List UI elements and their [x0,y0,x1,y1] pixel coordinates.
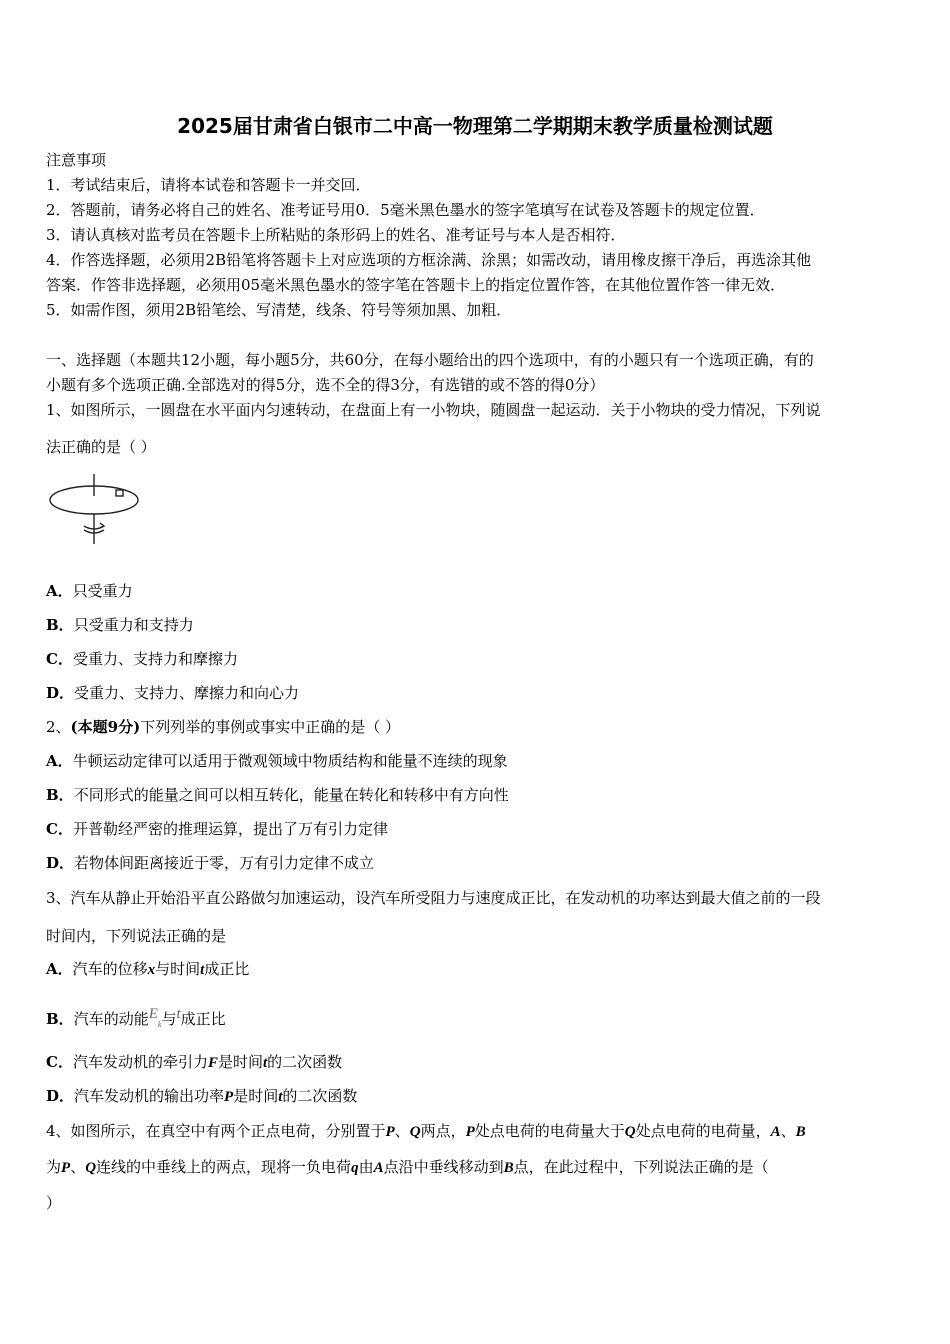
variable: B [503,1160,514,1176]
option-text: 受重力、支持力和摩擦力 [72,650,238,668]
question-text: 4、如图所示，在真空中有两个正点电荷，分别置于 [46,1122,386,1140]
section-intro: 一、选择题（本题共12小题，每小题5分，共60分，在每小题给出的四个选项中，有的小题只有一个选项正确，有的 [46,351,814,369]
question-text: 由 [358,1158,374,1176]
variable: Q [409,1124,421,1140]
variable: x [147,962,156,978]
question-text: 、 [780,1122,796,1140]
option-text: 汽车发动机的输出功率 [74,1087,225,1105]
document-title: 2025届甘肃省白银市二中高一物理第二学期期末教学质量检测试题 [177,114,773,138]
notice-item: 答案．作答非选择题，必须用05毫米黑色墨水的签字笔在答题卡上的指定位置作答，在其他位置作答一律无效． [46,276,786,294]
question-text: 下列列举的事例或事实中正确的是（ ） [140,718,400,736]
variable: t [278,1089,283,1105]
question-score: (本题9分) [70,718,141,736]
question-text: 处点电荷的电荷量大于 [474,1122,625,1140]
notice-heading: 注意事项 [46,151,107,169]
notice-item: 1．考试结束后，请将本试卷和答题卡一并交回． [46,176,371,194]
question-text: 两点， [420,1122,466,1140]
question-text: 为 [46,1158,62,1176]
question-2-option-a [46,751,906,771]
question-1-option-d [46,683,906,703]
variable: E [148,1006,158,1022]
option-text: 成正比 [204,960,250,978]
question-4-stem: ） [46,1194,62,1212]
question-text: 处点电荷的电荷量， [635,1122,771,1140]
variable-subscript: k [157,1020,162,1029]
variable: t [200,962,205,978]
option-text: 开普勒经严密的推理运算，提出了万有引力定律 [72,820,388,838]
option-label: D． [46,684,75,702]
variable: B [795,1124,806,1140]
option-label: C． [46,820,73,838]
question-2-option-b [46,785,906,805]
variable: t [176,1006,181,1022]
question-number: 2、 [46,718,71,736]
rotating-disc-figure [48,470,143,548]
question-text: 、 [394,1122,410,1140]
option-text: 受重力、支持力、摩擦力和向心力 [74,684,300,702]
option-text: 不同形式的能量之间可以相互转化，能量在转化和转移中有方向性 [73,786,509,804]
question-1-stem: 1、如图所示，一圆盘在水平面内匀速转动，在盘面上有一小物块，随圆盘一起运动．关于小物块的受力情况，下列说 [46,401,821,419]
variable: t [263,1055,268,1071]
question-1-option-c [46,649,906,669]
option-text: 的二次函数 [267,1053,343,1071]
question-1-stem: 法正确的是（ ） [46,438,156,456]
variable: q [351,1160,359,1176]
section-intro: 小题有多个选项正确.全部选对的得5分，选不全的得3分，有选错的或不答的得0分） [46,376,605,394]
question-3-option-b [46,1000,906,1028]
notice-item: 5．如需作图，须用2B铅笔绘、写清楚，线条、符号等须加黑、加粗． [46,301,512,319]
option-label: B． [46,1010,74,1028]
question-3-option-d [46,1086,906,1107]
option-label: C． [46,650,73,668]
notice-item: 4．作答选择题，必须用2B铅笔将答题卡上对应选项的方框涂满、涂黑；如需改动，请用橡皮擦干净后，再选涂其他 [46,251,812,269]
option-text: 与 [161,1010,177,1028]
option-label: D． [46,854,75,872]
variable: P [224,1089,234,1105]
option-text: 牛顿运动定律可以适用于微观领域中物质结构和能量不连续的现象 [72,752,508,770]
question-3-stem: 3、汽车从静止开始沿平直公路做匀加速运动，设汽车所受阻力与速度成正比，在发动机的功率达到最大值之前的一段 [46,889,821,907]
option-text: 汽车的位移 [72,960,148,978]
notice-item: 3．请认真核对监考员在答题卡上所粘贴的条形码上的姓名、准考证号与本人是否相符． [46,226,626,244]
question-text: 点，在此过程中，下列说法正确的是（ [513,1158,769,1176]
question-3-stem: 时间内，下列说法正确的是 [46,927,227,945]
option-text: 与时间 [155,960,201,978]
option-text: 汽车的动能 [73,1010,149,1028]
question-text: 点沿中垂线移动到 [383,1158,504,1176]
variable: F [207,1055,218,1071]
question-4-stem [46,1121,906,1142]
option-text: 是时间 [233,1087,279,1105]
option-text: 成正比 [180,1010,226,1028]
question-2-stem [46,717,906,737]
variable: Q [85,1160,97,1176]
question-1-option-b [46,615,906,635]
option-label: D． [46,1087,75,1105]
option-text: 是时间 [217,1053,263,1071]
question-3-option-a [46,959,906,980]
variable: A [770,1124,781,1140]
option-label: A． [46,752,73,770]
option-label: B． [46,616,74,634]
question-2-option-d [46,853,906,873]
option-text: 只受重力 [72,582,133,600]
question-4-stem [46,1157,906,1178]
notice-item: 2．答题前，请务必将自己的姓名、准考证号用0．5毫米黑色墨水的签字笔填写在试卷及答题卡的规定位置． [46,201,765,219]
option-label: C． [46,1053,73,1071]
option-text: 若物体间距离接近于零，万有引力定律不成立 [74,854,375,872]
variable: A [373,1160,384,1176]
question-2-option-c [46,819,906,839]
option-label: B． [46,786,74,804]
variable: P [465,1124,475,1140]
question-text: 连线的中垂线上的两点，现将一负电荷 [96,1158,352,1176]
question-text: 、 [70,1158,86,1176]
option-text: 汽车发动机的牵引力 [72,1053,208,1071]
question-1-option-a [46,581,906,601]
question-3-option-c [46,1052,906,1073]
option-text: 只受重力和支持力 [73,616,194,634]
variable: Q [624,1124,636,1140]
option-label: A． [46,960,73,978]
option-text: 的二次函数 [282,1087,358,1105]
variable: P [385,1124,395,1140]
option-label: A． [46,582,73,600]
variable: P [61,1160,71,1176]
